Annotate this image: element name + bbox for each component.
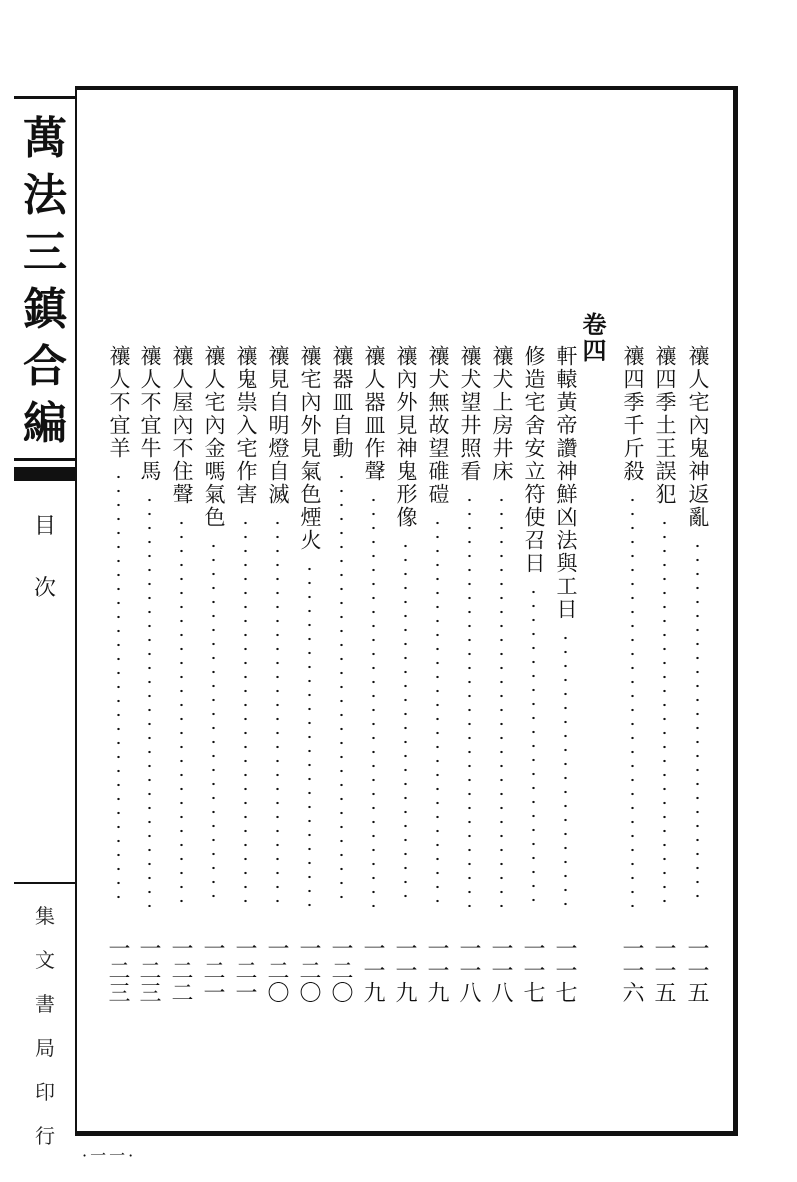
toc-entry: [168, 345, 195, 1003]
toc-entry-page: 一一九: [360, 937, 385, 1003]
toc-entry-page: 一二二: [168, 937, 193, 1003]
spine-black-bar: [14, 467, 76, 481]
toc-entry: [424, 345, 451, 1003]
toc-entry-page: 一二〇: [264, 937, 289, 1003]
toc-entry-title: 修造宅舍安立符使召日: [522, 345, 546, 575]
toc-entry-title: 禳四季土王誤犯: [653, 345, 677, 506]
dot-leader: [468, 493, 471, 907]
dot-leader: [148, 493, 151, 907]
toc-entry-title: 禳見自明燈自滅: [266, 345, 290, 506]
publisher-char: 書: [35, 992, 55, 1016]
page-number: ·一一·: [82, 1146, 137, 1165]
toc-entry-title: 軒轅黃帝讚神鮮凶法與工日: [554, 345, 578, 621]
toc-entry-page: 一二一: [232, 937, 257, 1003]
toc-entry: [520, 345, 547, 1003]
title-char: 編: [23, 398, 67, 449]
toc-entry-page: 一一五: [684, 937, 709, 1003]
dot-leader: [180, 516, 183, 907]
toc-entry-title: 禳犬望井照看: [458, 345, 482, 483]
dot-leader: [244, 516, 247, 907]
toc-entry-page: 一二一: [200, 937, 225, 1003]
title-char: 法: [23, 170, 67, 221]
toc-entry-page: 一二三: [136, 937, 161, 1003]
toc-entry: [619, 345, 646, 1003]
spine-mid-rule: [14, 458, 76, 461]
toc-entry-page: 一一八: [456, 937, 481, 1003]
toc-entry: [684, 345, 711, 1003]
toc-entry-page: 一一五: [651, 937, 676, 1003]
toc-entry: [296, 345, 323, 1003]
dot-leader: [663, 516, 666, 907]
dot-leader: [276, 516, 279, 907]
toc-entry-title: 禳器皿自動: [330, 345, 354, 460]
toc-entry-title: 禳內外見神鬼形像: [394, 345, 418, 529]
toc-entry-title: 禳人器皿作聲: [362, 345, 386, 483]
dot-leader: [404, 539, 407, 907]
toc-entry-page: 一二〇: [296, 937, 321, 1003]
publisher-char: 印: [35, 1080, 55, 1104]
toc-entry-title: 禳人屋內不住聲: [170, 345, 194, 506]
section-char: 目: [33, 514, 56, 539]
toc-entry: [328, 345, 355, 1003]
toc-entry-title: 禳四季千斤殺: [621, 345, 645, 483]
title-char: 合: [23, 341, 67, 392]
toc-entry-page: 一一七: [552, 937, 577, 1003]
publisher-label: [14, 894, 76, 1158]
toc-entry-page: 一二〇: [328, 937, 353, 1003]
toc-entry: [456, 345, 483, 1003]
toc-entry-title: 禳人宅內金嗎氣色: [202, 345, 226, 529]
toc-entry: [488, 345, 515, 1003]
toc-entry: [651, 345, 678, 1003]
spine-top-rule: [14, 96, 76, 99]
section-char: 次: [33, 576, 56, 601]
toc-entry: [105, 345, 132, 1003]
toc-entry-page: 一一七: [520, 937, 545, 1003]
dot-leader: [631, 493, 634, 907]
toc-entry-title: 禳犬無故望碓磑: [426, 345, 450, 506]
toc-entry-title: 禳宅內外見氣色煙火: [298, 345, 322, 552]
toc-entry-title: 禳人不宜羊: [107, 345, 131, 460]
dot-leader: [117, 470, 120, 907]
toc-entry-title: 禳人宅內鬼神返亂: [686, 345, 710, 529]
toc-entry: [392, 345, 419, 1003]
dot-leader: [372, 493, 375, 907]
spine-column: [14, 86, 76, 1148]
dot-leader: [340, 470, 343, 907]
dot-leader: [696, 539, 699, 907]
toc-entry-title: 禳犬上房井床: [490, 345, 514, 483]
toc-entry-page: 一一九: [424, 937, 449, 1003]
toc-entry: [552, 345, 579, 1003]
toc-entry-page: 一一六: [619, 937, 644, 1003]
toc-entry: [264, 345, 291, 1003]
dot-leader: [564, 631, 567, 907]
dot-leader: [308, 562, 311, 907]
spine-lower-rule: [14, 882, 76, 884]
dot-leader: [436, 516, 439, 907]
toc-entry: [136, 345, 163, 1003]
title-char: 三: [23, 227, 67, 278]
dot-leader: [500, 493, 503, 907]
toc-entry: [232, 345, 259, 1003]
publisher-char: 集: [35, 904, 55, 928]
toc-entry-page: 一一九: [392, 937, 417, 1003]
toc-entry-title: 禳人不宜牛馬: [138, 345, 162, 483]
publisher-char: 局: [35, 1036, 55, 1060]
publisher-char: 文: [35, 948, 55, 972]
toc-entry-page: 一二三: [105, 937, 130, 1003]
toc-entry: [360, 345, 387, 1003]
dot-leader: [532, 585, 535, 907]
toc-entry-page: 一一八: [488, 937, 513, 1003]
publisher-char: 行: [35, 1124, 55, 1148]
dot-leader: [212, 539, 215, 907]
volume-heading: 卷四: [578, 312, 607, 364]
title-char: 鎮: [23, 284, 67, 335]
title-char: 萬: [23, 113, 67, 164]
section-label: [14, 496, 76, 620]
book-title: [14, 110, 76, 452]
toc-entry-title: 禳鬼祟入宅作害: [234, 345, 258, 506]
toc-entry: [200, 345, 227, 1003]
